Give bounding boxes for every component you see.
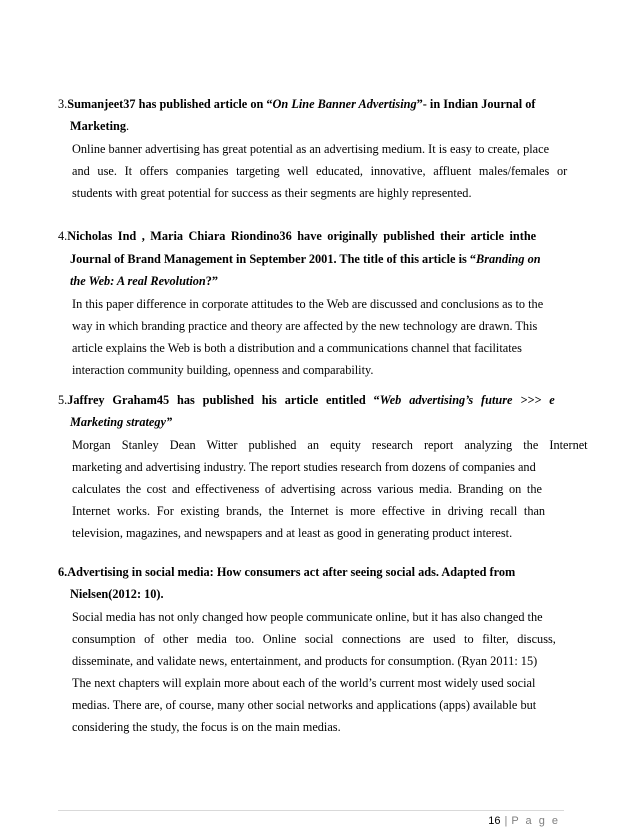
body-line: Internet works. For existing brands, the Internet is more effective in driving recall than [72,504,546,518]
entry-heading-continued: Marketing strategy” [70,415,173,429]
body-line: marketing and advertising industry. The report studies research from dozens of companies and [72,460,536,474]
footer-separator: | [504,815,508,827]
entry-number: 4. [58,229,68,243]
entry-heading: 6.Advertising in social media: How consumers act after seeing social ads. Adapted from [58,565,516,579]
body-line: medias. There are, of course, many other social networks and applications (apps) available but [72,698,537,712]
body-line: interaction community building, openness and comparability. [72,363,374,377]
body-line: considering the study, the focus is on the main medias. [72,720,341,734]
body-line: disseminate, and validate news, entertainment, and products for consumption. (Ryan 2011: 15) [72,654,538,668]
entry-number: 3. [58,97,68,111]
entry-heading: 4.Nicholas Ind , Maria Chiara Riondino36 have originally published their article inthe [58,229,537,243]
entry-heading-continued: Nielsen(2012: 10). [70,587,164,601]
entry-heading-continued: Journal of Brand Management in September 2001. The title of this article is “Branding on [70,252,541,266]
body-line: and use. It offers companies targeting well educated, innovative, affluent males/females or [72,164,568,178]
page-label: P a g e [511,815,560,827]
body-line: Social media has not only changed how people communicate online, but it has also changed the [72,610,543,624]
body-line: Online banner advertising has great potential as an advertising medium. It is easy to create, place [72,142,550,156]
entry-number: 5. [58,393,68,407]
entry-heading: 5.Jaffrey Graham45 has published his article entitled “Web advertising’s future >>> e [58,393,555,407]
body-line: consumption of other media too. Online social connections are used to filter, discuss, [72,632,556,646]
entry-heading-continued: Marketing. [70,119,130,133]
body-line: calculates the cost and effectiveness of advertising across various media. Branding on the [72,482,542,496]
body-line: article explains the Web is both a distribution and a communications channel that facilitates [72,341,522,355]
body-line: way in which branding practice and theory are affected by the new technology are drawn. This [72,319,538,333]
page-number: 16 [488,815,501,827]
entry-heading: 3.Sumanjeet37 has published article on “On Line Banner Advertising”- in Indian Journal of [58,97,536,111]
entry-heading-continued: the Web: A real Revolution?” [70,274,219,288]
body-line: television, magazines, and newspapers and at least as good in generating product interest. [72,526,513,540]
page-footer [488,815,560,827]
body-line: Morgan Stanley Dean Witter published an equity research report analyzing the Internet [72,438,588,452]
footer-divider [58,810,564,811]
body-line: The next chapters will explain more about each of the world’s current most widely used social [72,676,536,690]
body-line: In this paper difference in corporate attitudes to the Web are discussed and conclusions as to the [72,297,544,311]
body-line: students with great potential for success as their segments are highly represented. [72,186,472,200]
